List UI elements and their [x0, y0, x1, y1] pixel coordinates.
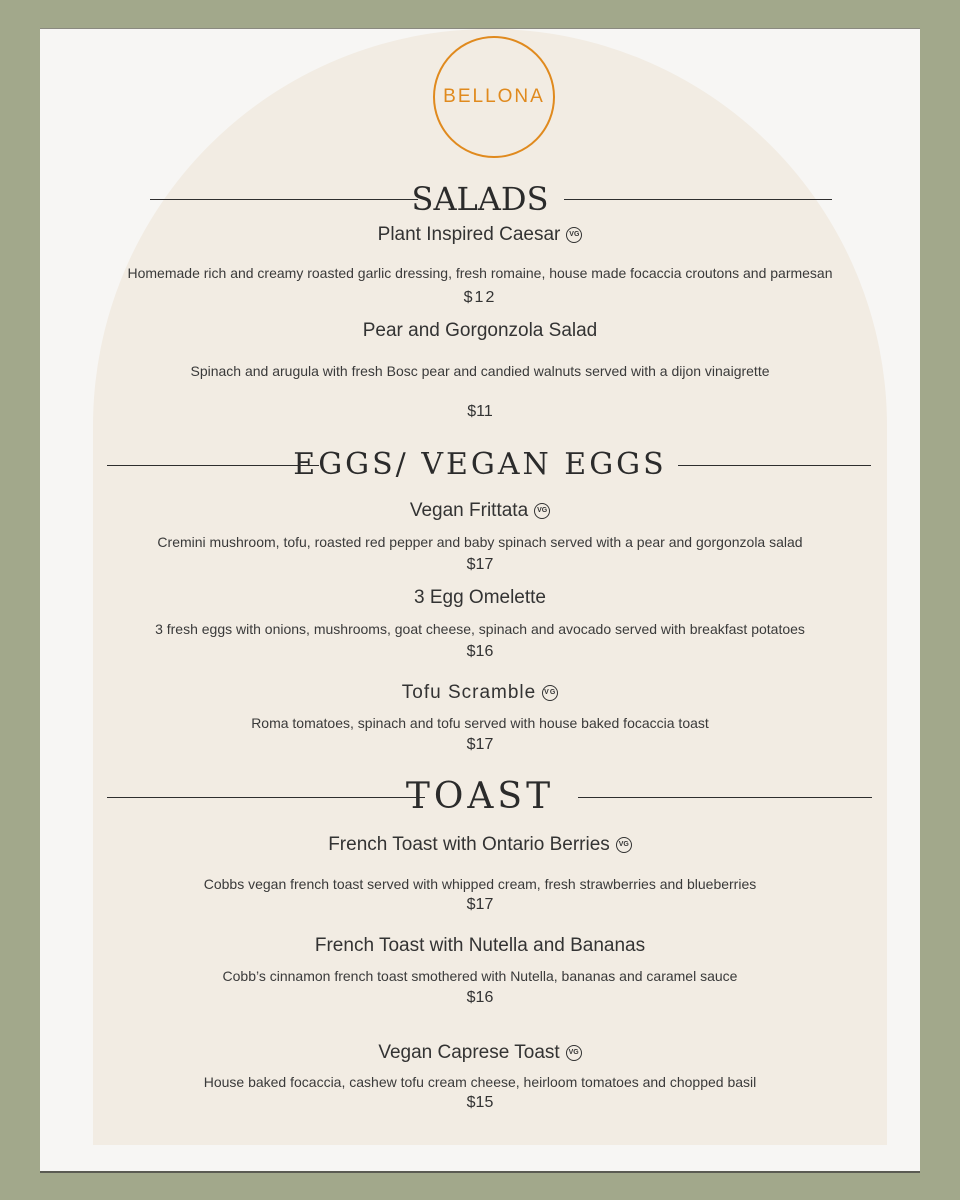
item-name: Plant Inspired Caesar VG [40, 224, 920, 246]
vegan-badge-icon: VG [566, 1045, 582, 1061]
section-header-eggs [40, 445, 920, 485]
menu-sheet [40, 28, 920, 1173]
item-description: Spinach and arugula with fresh Bosc pear and candied walnuts served with a dijon vinaigrette [190, 363, 770, 379]
vegan-badge-icon: VG [542, 685, 558, 701]
item-name: Tofu Scramble VG [401, 682, 557, 703]
divider-line [564, 199, 832, 200]
section-header-toast [40, 777, 920, 817]
item-price: $16 [466, 643, 494, 660]
divider-line [678, 465, 871, 466]
item-name: Vegan Caprese Toast VG [40, 1042, 920, 1064]
item-description: Cobbs vegan french toast served with whipped cream, fresh strawberries and blueberries [203, 876, 757, 892]
item-name: French Toast with Ontario Berries VG [40, 834, 920, 856]
item-name: Pear and Gorgonzola Salad [362, 320, 598, 341]
item-price: $17 [466, 556, 494, 573]
item-name: Vegan Frittata VG [40, 500, 920, 522]
item-description: Cobb’s cinnamon french toast smothered with Nutella, bananas and caramel sauce [222, 968, 738, 984]
item-description: Roma tomatoes, spinach and tofu served with house baked focaccia toast [251, 715, 709, 731]
section-title: SALADS [411, 180, 549, 218]
vegan-badge-icon: VG [534, 503, 550, 519]
bellona-logo: BELLONA [433, 36, 555, 158]
section-header-salads [40, 179, 920, 219]
vegan-badge-icon: VG [566, 227, 582, 243]
item-price: $16 [466, 989, 494, 1006]
item-description: House baked focaccia, cashew tofu cream cheese, heirloom tomatoes and chopped basil [203, 1074, 757, 1090]
section-title: EGGS/ VEGAN EGGS [293, 447, 667, 482]
item-description: Homemade rich and creamy roasted garlic dressing, fresh romaine, house made focaccia croutons and parmesan [127, 265, 833, 281]
section-title: TOAST [405, 776, 555, 817]
item-name: French Toast with Nutella and Bananas [314, 935, 646, 956]
divider-line [578, 797, 872, 798]
item-price: $12 [463, 289, 497, 306]
vegan-badge-icon: VG [616, 837, 632, 853]
item-price: $11 [467, 403, 493, 420]
item-price: $17 [466, 896, 494, 913]
item-description: Cremini mushroom, tofu, roasted red pepper and baby spinach served with a pear and gorgonzola salad [157, 534, 803, 550]
item-name: 3 Egg Omelette [413, 587, 547, 608]
item-price: $15 [466, 1094, 494, 1111]
item-description: 3 fresh eggs with onions, mushrooms, goat cheese, spinach and avocado served with breakfast potatoes [155, 621, 805, 637]
item-price: $17 [466, 736, 494, 753]
